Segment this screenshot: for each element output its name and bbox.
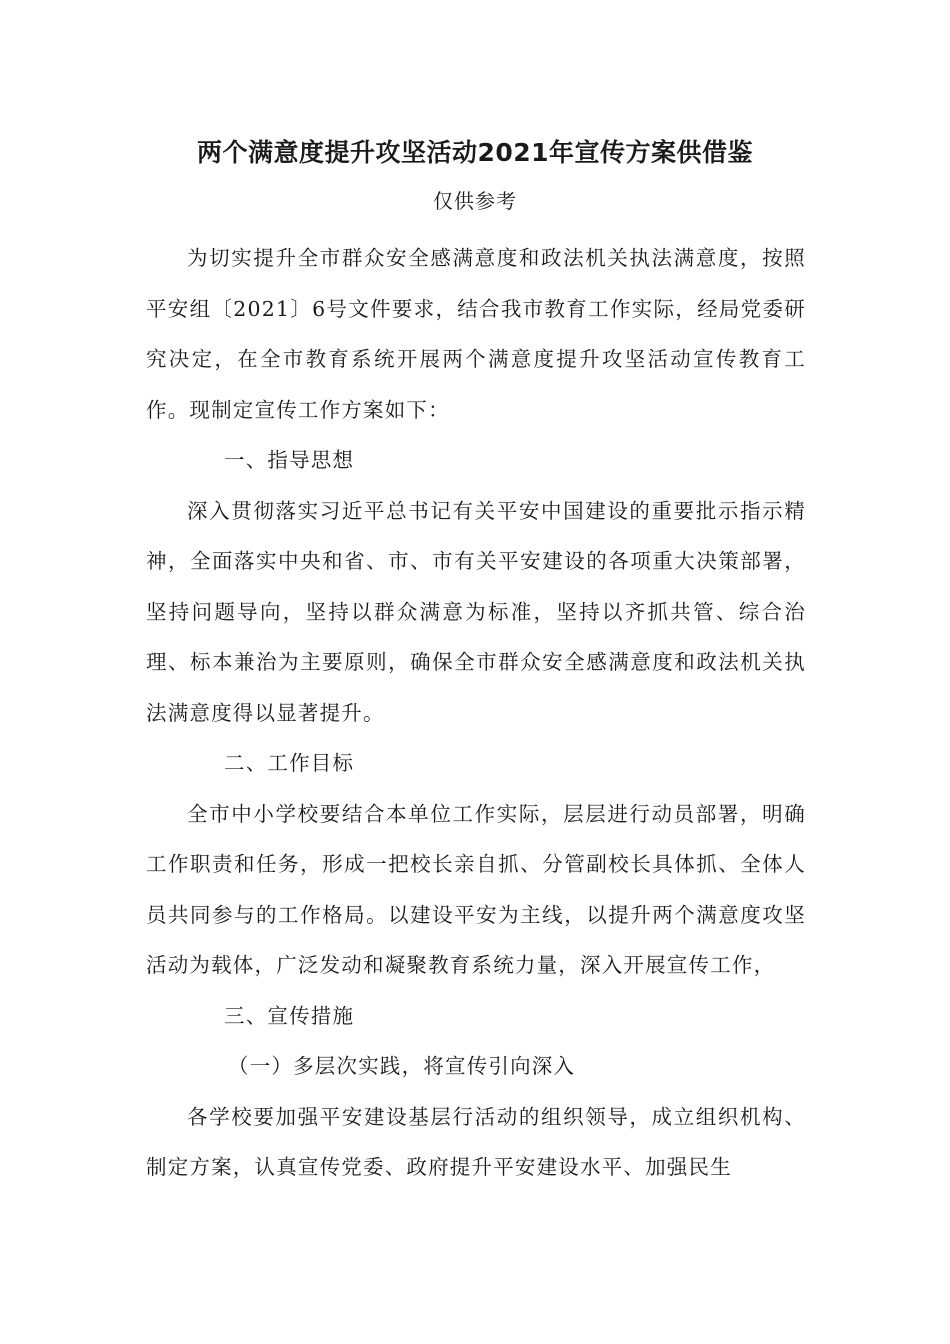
section-heading-work-goals: 二、工作目标 (224, 751, 355, 775)
section-paragraph-guiding-ideology: 深入贯彻落实习近平总书记有关平安中国建设的重要批示指示精神，全面落实中央和省、市、市有关平安建设的各项重大决策部署，坚持问题导向，坚持以群众满意为标准，坚持以齐抓共管、综合治理、标本兼治为主要原则，确保全市群众安全感满意度和政法机关执法满意度得以显著提升。 (146, 498, 806, 725)
section-paragraph-publicity-measures: 各学校要加强平安建设基层行活动的组织领导，成立组织机构、制定方案，认真宣传党委、政府提升平安建设水平、加强民生 (146, 1104, 806, 1179)
document-body (146, 233, 806, 1193)
intro-paragraph: 为切实提升全市群众安全感满意度和政法机关执法满意度，按照平安组〔2021〕6号文件要求，结合我市教育工作实际，经局党委研究决定，在全市教育系统开展两个满意度提升攻坚活动宣传教育工作。现制定宣传工作方案如下： (146, 246, 806, 422)
section-heading-guiding-ideology: 一、指导思想 (224, 448, 355, 472)
section-paragraph-work-goals: 全市中小学校要结合本单位工作实际，层层进行动员部署，明确工作职责和任务，形成一把校长亲自抓、分管副校长具体抓、全体人员共同参与的工作格局。以建设平安为主线，以提升两个满意度攻坚活动为载体，广泛发动和凝聚教育系统力量，深入开展宣传工作， (146, 801, 806, 977)
section-heading-publicity-measures: 三、宣传措施 (224, 1003, 355, 1028)
subsection-heading-multilevel-practice: （一）多层次实践，将宣传引向深入 (228, 1054, 576, 1078)
document-title: 两个满意度提升攻坚活动2021年宣传方案供借鉴 (196, 138, 754, 167)
document-subtitle: 仅供参考 (433, 189, 517, 213)
